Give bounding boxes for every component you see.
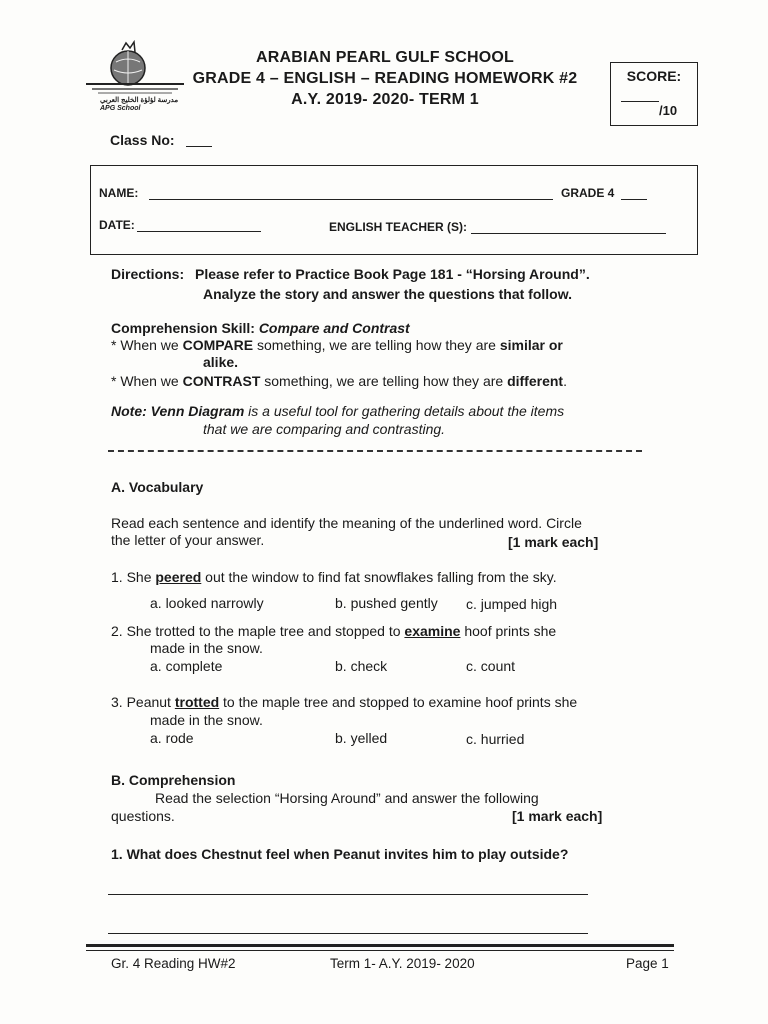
- q3-suffix: to the maple tree and stopped to examine hoof prints she: [219, 694, 578, 710]
- vocab-question-2: [111, 623, 556, 639]
- contrast-middle: something, we are telling how they are: [260, 373, 508, 389]
- name-label: NAME:: [99, 186, 139, 200]
- teacher-blank[interactable]: [471, 233, 666, 234]
- score-total: /10: [659, 103, 678, 118]
- comprehension-marks: [1 mark each]: [512, 808, 603, 824]
- venn-note-line-2: that we are comparing and contrasting.: [203, 421, 446, 437]
- contrast-definition: * When we CONTRAST something, we are telling how they are different.: [111, 373, 567, 389]
- compare-alike: alike.: [203, 354, 239, 370]
- class-no-label: Class No:: [110, 132, 175, 148]
- section-divider: [108, 450, 642, 452]
- name-blank[interactable]: [149, 199, 553, 200]
- directions-line-2: Analyze the story and answer the questions that follow.: [203, 286, 572, 302]
- vocabulary-instructions-2: the letter of your answer.: [111, 532, 265, 548]
- score-label: SCORE:: [626, 68, 682, 84]
- q2-option-b[interactable]: b. check: [335, 658, 388, 674]
- compare-similar: similar or: [499, 337, 563, 353]
- grade-blank[interactable]: [621, 199, 647, 200]
- comprehension-instructions-2: questions.: [111, 808, 175, 824]
- q1-option-c[interactable]: c. jumped high: [466, 596, 558, 612]
- vocab-question-1: [111, 569, 557, 585]
- q2-continuation: made in the snow.: [150, 640, 263, 656]
- q1-suffix: out the window to find fat snowflakes falling from the sky.: [201, 569, 557, 585]
- venn-note: [111, 403, 564, 419]
- directions-line-1: Please refer to Practice Book Page 181 - “Horsing Around”.: [195, 266, 590, 282]
- q3-prefix: 3. Peanut: [111, 694, 175, 710]
- date-label: DATE:: [99, 218, 135, 232]
- footer-rule-thin: [86, 950, 674, 951]
- q1-option-a[interactable]: a. looked narrowly: [150, 595, 264, 611]
- skill-label: Comprehension Skill:: [111, 320, 255, 336]
- q2-option-c[interactable]: c. count: [466, 658, 516, 674]
- q3-option-a[interactable]: a. rode: [150, 730, 194, 746]
- footer-left: Gr. 4 Reading HW#2: [111, 956, 236, 971]
- answer-line-2[interactable]: [108, 933, 588, 934]
- q3-continuation: made in the snow.: [150, 712, 263, 728]
- skill-name: Compare and Contrast: [258, 320, 410, 336]
- score-box: [610, 62, 698, 126]
- student-info-box: [90, 165, 698, 255]
- q3-underlined-word: trotted: [174, 694, 220, 710]
- q3-option-c[interactable]: c. hurried: [466, 731, 525, 747]
- compare-prefix: * When we: [111, 337, 183, 353]
- q1-underlined-word: peered: [155, 569, 202, 585]
- vocabulary-instructions-1: Read each sentence and identify the meaning of the underlined word. Circle: [111, 515, 582, 531]
- q1-prefix: 1. She: [111, 569, 156, 585]
- homework-title: GRADE 4 – ENGLISH – READING HOMEWORK #2: [192, 70, 578, 87]
- q1-option-b[interactable]: b. pushed gently: [335, 595, 438, 611]
- footer-page-number: Page 1: [626, 956, 669, 971]
- venn-note-text: is a useful tool for gathering details about the items: [244, 403, 565, 419]
- q3-option-b[interactable]: b. yelled: [335, 730, 388, 746]
- q2-underlined-word: examine: [404, 623, 461, 639]
- contrast-word: CONTRAST: [182, 373, 261, 389]
- school-name: ARABIAN PEARL GULF SCHOOL: [255, 49, 515, 66]
- grade-label: GRADE 4: [561, 186, 615, 200]
- answer-line-1[interactable]: [108, 894, 588, 895]
- directions-label: Directions:: [111, 266, 185, 282]
- skill-line: [111, 320, 410, 336]
- footer-center: Term 1- A.Y. 2019- 2020: [330, 956, 475, 971]
- comprehension-question-1: 1. What does Chestnut feel when Peanut invites him to play outside?: [111, 846, 569, 862]
- vocabulary-heading: A. Vocabulary: [111, 479, 204, 495]
- q2-prefix: 2. She trotted to the maple tree and stopped to: [111, 623, 405, 639]
- logo-arabic-text: مدرسة لؤلؤة الخليج العربي: [100, 97, 179, 104]
- compare-word: COMPARE: [182, 337, 254, 353]
- q2-suffix: hoof prints she: [460, 623, 557, 639]
- footer-rule-thick: [86, 944, 674, 947]
- contrast-prefix: * When we: [111, 373, 183, 389]
- class-no-blank[interactable]: [186, 146, 212, 147]
- comprehension-instructions-1: Read the selection “Horsing Around” and answer the following: [155, 790, 539, 806]
- compare-definition: [111, 337, 563, 353]
- date-blank[interactable]: [137, 231, 261, 232]
- q2-option-a[interactable]: a. complete: [150, 658, 223, 674]
- compare-middle: something, we are telling how they are: [253, 337, 500, 353]
- compare-alike-word: alike: [203, 354, 235, 370]
- school-logo: [86, 40, 186, 120]
- score-blank[interactable]: [621, 101, 659, 102]
- academic-term: A.Y. 2019- 2020- TERM 1: [291, 91, 479, 108]
- venn-note-label: Note: Venn Diagram: [111, 403, 245, 419]
- contrast-different: different: [507, 373, 564, 389]
- vocabulary-marks: [1 mark each]: [508, 534, 599, 550]
- teacher-label: ENGLISH TEACHER (S):: [329, 220, 467, 234]
- comprehension-heading: B. Comprehension: [111, 772, 236, 788]
- logo-latin-text: APG School: [100, 105, 141, 112]
- vocab-question-3: [111, 694, 577, 710]
